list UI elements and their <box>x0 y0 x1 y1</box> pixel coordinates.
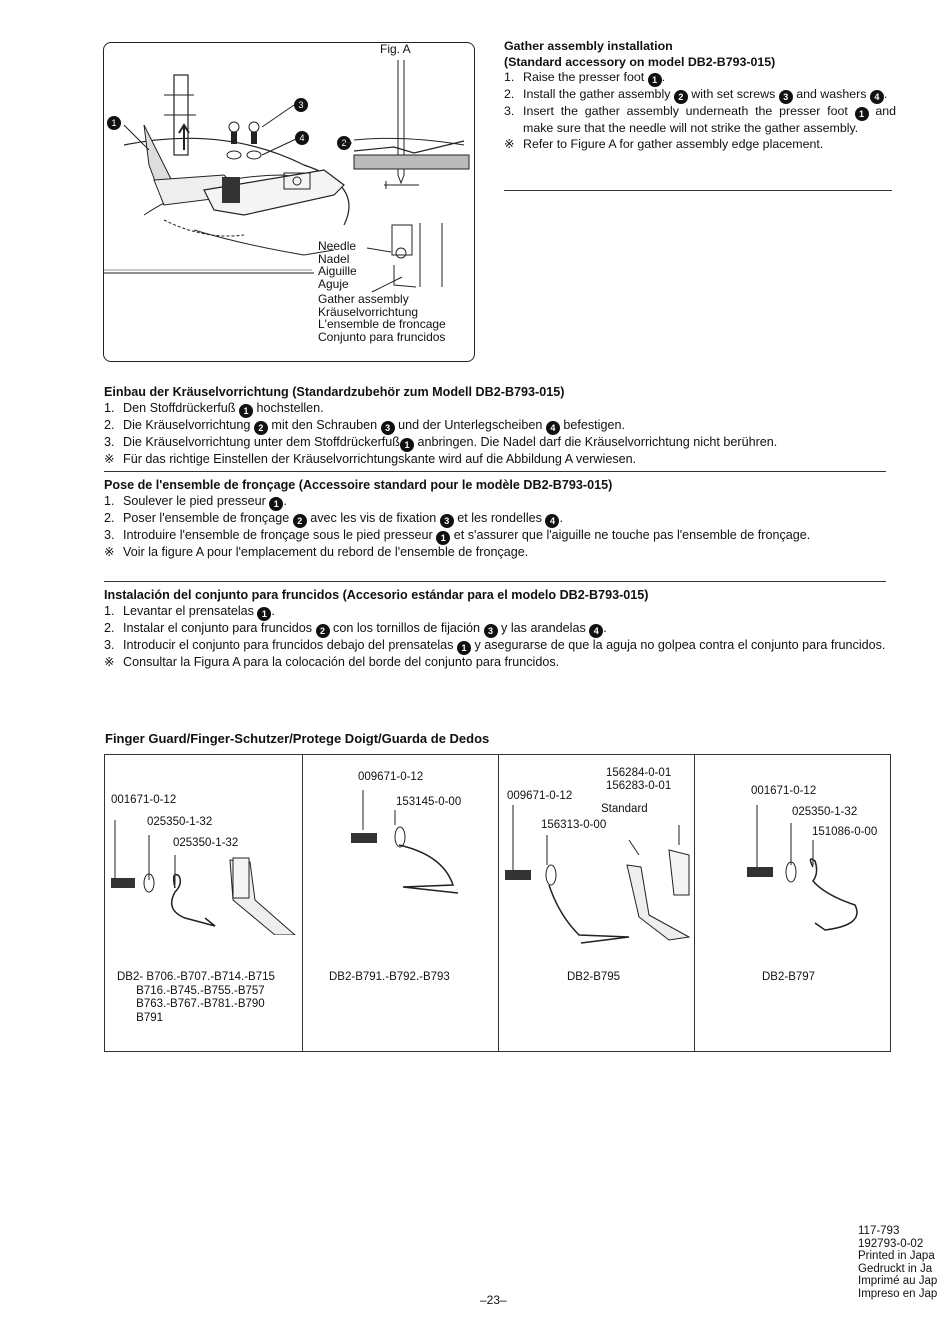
german-step-1: 1. Den Stoffdrückerfuß 1 hochstellen. <box>104 400 324 416</box>
part-number: 151086-0-00 <box>812 826 878 838</box>
fig-a-label: Fig. A <box>380 42 411 56</box>
german-title: Einbau der Kräuselvorrichtung (Standardzubehör zum Modell DB2-B793-015) <box>104 385 565 399</box>
callout-2-icon: 2 <box>254 421 268 435</box>
callout-1-icon: 1 <box>239 404 253 418</box>
page-number: –23– <box>480 1293 507 1307</box>
spanish-title: Instalación del conjunto para fruncidos (Accesorio estándar para el modelo DB2-B793-015) <box>104 588 649 602</box>
part-number: 156284-0-01 <box>606 767 672 779</box>
needle-label-fr: Aiguille <box>318 264 357 278</box>
needle-label-de: Nadel <box>318 251 350 266</box>
german-divider <box>104 471 886 472</box>
part-number: 025350-1-32 <box>173 837 239 849</box>
french-note: ※ Voir la figure A pour l'emplacement du rebord de l'ensemble de fronçage. <box>104 544 529 559</box>
gather-label-de: Kräuselvorrichtung <box>318 304 419 319</box>
part-number: 009671-0-12 <box>358 771 424 783</box>
callout-1-icon: 1 <box>457 641 471 655</box>
english-subtitle: (Standard accessory on model DB2-B793-015) <box>504 54 776 69</box>
finger-guard-col-4 <box>695 755 890 1051</box>
german-step-3: 3. Die Kräuselvorrichtung unter dem Stoffdrückerfuß 1 anbringen. Die Nadel darf die Kräuselvorrichtung nicht berühren. <box>104 434 778 450</box>
needle-labels <box>318 240 357 290</box>
part-number: 001671-0-12 <box>111 794 177 806</box>
english-step-2: 2. Install the gather assembly 2 with set screws 3 and washers 4 . <box>504 87 888 103</box>
callout-4-icon: 4 <box>589 624 603 638</box>
part-number: 192793-0-02 <box>858 1237 924 1250</box>
part-number: 009671-0-12 <box>507 790 573 802</box>
model-list: DB2-B797 <box>762 971 816 983</box>
doc-number: 117-793 <box>858 1225 900 1237</box>
english-instructions <box>504 39 896 152</box>
callout-3-icon: 3 <box>381 421 395 435</box>
svg-text:4: 4 <box>299 133 305 143</box>
svg-text:2: 2 <box>341 138 347 148</box>
callout-1-icon: 1 <box>257 607 271 621</box>
spanish-section <box>104 588 894 670</box>
finger-guard-illustration <box>695 795 890 935</box>
printed-in-es: Impreso en Jap <box>858 1287 938 1300</box>
finger-guard-col-2 <box>303 755 499 1051</box>
needle-label-en: Needle <box>318 239 357 253</box>
finger-guard-illustration <box>303 785 499 895</box>
french-step-2: 2. Poser l'ensemble de fronçage 2 avec les vis de fixation 3 et les rondelles 4 . <box>104 510 563 526</box>
needle-label-es: Aguje <box>318 276 349 291</box>
part-number: 025350-1-32 <box>147 816 213 828</box>
finger-guard-title: Finger Guard/Finger-Schutzer/Protege Doigt/Guarda de Dedos <box>105 731 490 746</box>
german-note: ※ Für das richtige Einstellen der Kräuselvorrichtungskante wird auf die Abbildung A verwiesen. <box>104 451 637 466</box>
gather-label-es: Conjunto para fruncidos <box>318 329 446 344</box>
callout-2-icon: 2 <box>293 514 307 528</box>
part-number: 001671-0-12 <box>751 785 817 797</box>
spanish-step-1: 1. Levantar el prensatelas 1 . <box>104 603 275 619</box>
part-number: 156313-0-00 <box>541 819 607 831</box>
model-list: DB2- B706.-B707.-B714.-B715 B716.-B745.-B755.-B757 B763.-B767.-B781.-B790 B791 <box>117 971 275 1024</box>
model-list: DB2-B795 <box>567 971 621 983</box>
finger-guard-table <box>104 754 891 1052</box>
callout-4-icon: 4 <box>870 90 884 104</box>
part-number: 025350-1-32 <box>792 806 858 818</box>
french-step-1: 1. Soulever le pied presseur 1 . <box>104 493 287 509</box>
callout-1-icon: 1 <box>855 107 869 121</box>
english-step-3: 3. Insert the gather assembly underneath the presser foot 1 and make sure that the needle will not strike the gather assembly. <box>504 104 896 136</box>
callout-1-icon: 1 <box>648 73 662 87</box>
print-info <box>858 1225 937 1300</box>
french-step-3: 3. Introduire l'ensemble de fronçage sous le pied presseur 1 et s'assurer que l'aiguille ne touche pas l'ensemble de fronçage. <box>104 527 811 543</box>
callout-4-icon: 4 <box>546 421 560 435</box>
callout-1-icon: 1 <box>436 531 450 545</box>
finger-guard-illustration <box>105 810 301 935</box>
gather-label-fr: L'ensemble de froncage <box>318 317 446 331</box>
callout-4-icon: 4 <box>545 514 559 528</box>
gather-label-en: Gather assembly <box>318 292 409 306</box>
callout-2-icon: 2 <box>674 90 688 104</box>
finger-guard-illustration <box>499 795 695 945</box>
english-title: Gather assembly installation <box>504 39 673 53</box>
callout-3-icon: 3 <box>440 514 454 528</box>
english-note: ※ Refer to Figure A for gather assembly edge placement. <box>504 136 824 151</box>
part-number: 153145-0-00 <box>396 796 462 808</box>
svg-text:3: 3 <box>298 100 304 110</box>
model-list: DB2-B791.-B792.-B793 <box>329 971 450 983</box>
finger-guard-col-3 <box>499 755 695 1051</box>
svg-text:1: 1 <box>111 118 117 128</box>
english-step-1: 1. Raise the presser foot 1 . <box>504 70 666 86</box>
french-section <box>104 478 894 560</box>
printed-in-fr: Imprimé au Jap <box>858 1275 938 1287</box>
english-divider <box>504 190 892 191</box>
callout-1-icon: 1 <box>269 497 283 511</box>
french-title: Pose de l'ensemble de fronçage (Accessoire standard pour le modèle DB2-B793-015) <box>104 478 613 492</box>
finger-guard-col-1 <box>105 755 303 1051</box>
gather-labels <box>318 293 446 343</box>
german-section <box>104 385 894 467</box>
standard-label: Standard <box>601 803 648 815</box>
spanish-note: ※ Consultar la Figura A para la colocación del borde del conjunto para fruncidos. <box>104 654 560 669</box>
spanish-step-2: 2. Instalar el conjunto para fruncidos 2 con los tornillos de fijación 3 y las arandelas 4 . <box>104 620 607 636</box>
part-number: 156283-0-01 <box>606 780 672 792</box>
french-divider <box>104 581 886 582</box>
spanish-step-3: 3. Introducir el conjunto para fruncidos debajo del prensatelas 1 y asegurarse de que la aguja no golpea contra el conjunto para fruncidos. <box>104 637 886 653</box>
callout-3-icon: 3 <box>779 90 793 104</box>
printed-in-de: Gedruckt in Ja <box>858 1262 933 1275</box>
callout-1-icon: 1 <box>400 438 414 452</box>
callout-2-icon: 2 <box>316 624 330 638</box>
callout-3-icon: 3 <box>484 624 498 638</box>
printed-in-en: Printed in Japa <box>858 1250 935 1262</box>
german-step-2: 2. Die Kräuselvorrichtung 2 mit den Schrauben 3 und der Unterlegscheiben 4 befestigen. <box>104 417 625 433</box>
